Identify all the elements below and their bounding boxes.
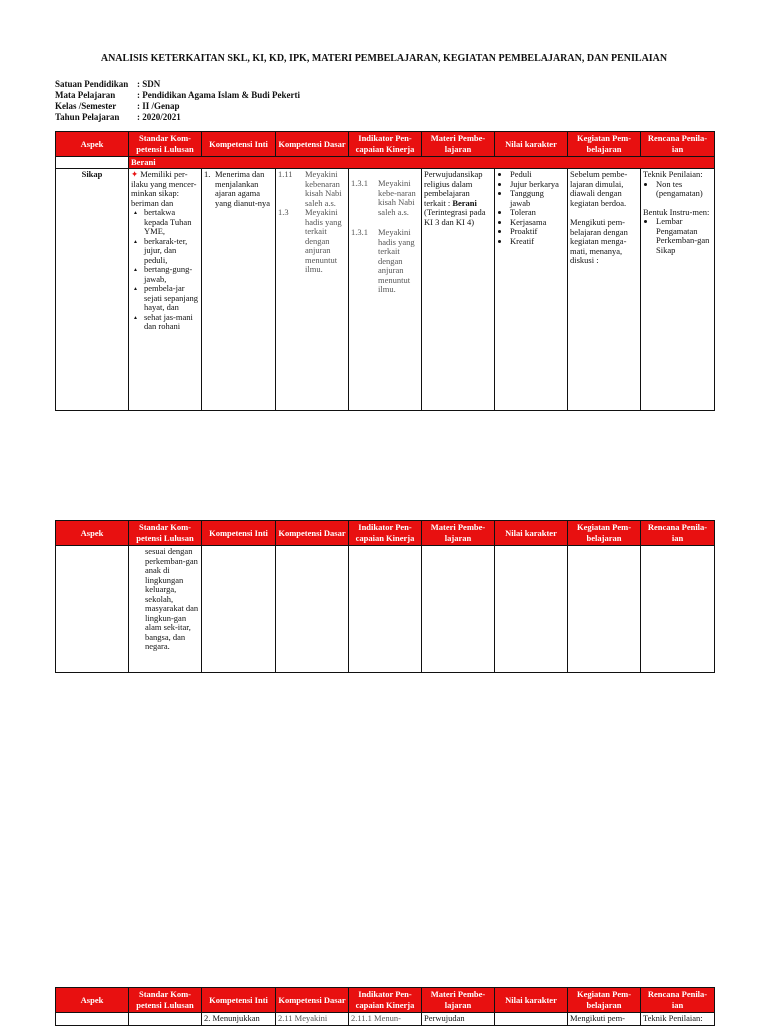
analysis-table-3 <box>55 987 715 1026</box>
section-label: Berani <box>129 157 715 169</box>
cell-ki: 1. Menerima dan menjalankan ajaran agama yang dianut-nya <box>202 169 276 411</box>
cell-aspek: Sikap <box>56 169 129 411</box>
list-item: ▲ sehat jas-mani dan rohani <box>144 313 199 332</box>
kd-item: 1.3 Meyakini hadis yang terkait dengan anjuran menuntut ilmu. <box>278 207 342 274</box>
nilai-list <box>497 170 565 246</box>
list-item: • Lembar Pengamatan Perkemban-gan Sikap <box>656 217 712 255</box>
header-ki: Kompetensi Inti <box>202 132 276 157</box>
cell-skl-continued: sesuai dengan perkemban-gan anak di lingkungan keluarga, sekolah, masyarakat dan lingkun-gan alam sek-itar, bangsa, dan negara. <box>129 546 202 673</box>
header-kd: Kompetensi Dasar <box>276 132 349 157</box>
ipk-item: 1.3.1 Meyakini kebe-naran kisah Nabi saleh a.s. <box>351 178 416 217</box>
cell-materi: Perwujudan <box>422 1013 495 1026</box>
cell-nilai <box>495 169 568 411</box>
header-ipk: Indikator Pen-capaian Kinerja <box>349 132 422 157</box>
list-item: ▲ berkarak-ter, jujur, dan peduli, <box>144 237 199 266</box>
list-item: • Peduli <box>510 170 565 180</box>
list-item: ▲ bertang-gung-jawab, <box>144 265 199 284</box>
list-item: • Non tes (pengamatan) <box>656 180 712 199</box>
kd-item: 1.11 Meyakini kebenaran kisah Nabi saleh a.s. <box>278 169 342 208</box>
info-row-satuan: Satuan Pendidikan : SDN <box>55 79 161 89</box>
info-row-tahun: Tahun Pelajaran : 2020/2021 <box>55 112 181 122</box>
cell-materi: Perwujudansikap religius dalam pembelajaran terkait : Berani (Terintegrasi pada KI 3 dan KI 4) <box>422 169 495 411</box>
cell-ki: 2. Menunjukkan <box>202 1013 276 1026</box>
info-row-mapel: Mata Pelajaran : Pendidikan Agama Islam & Budi Pekerti <box>55 90 301 100</box>
cell-kegiatan: Mengikuti pem- <box>568 1013 641 1026</box>
cell-ipk <box>349 169 422 411</box>
cell-kd: 2.11 Meyakini <box>276 1013 349 1026</box>
cell-ipk: 2.11.1 Menun- <box>349 1013 422 1026</box>
list-item: • Jujur berkarya <box>510 180 565 190</box>
header-kegiatan: Kegiatan Pem-belajaran <box>568 132 641 157</box>
list-item: • Proaktif <box>510 227 565 237</box>
header-skl: Standar Kom-petensi Lulusan <box>129 132 202 157</box>
table-row <box>56 169 715 411</box>
cell-kegiatan: Sebelum pembe-lajaran dimulai, diawali dengan kegiatan berdoa. Mengikuti pem-belajaran dengan kegiatan menga-mati, menanya, diskusi : <box>568 169 641 411</box>
cell-penilaian: Teknik Penilaian: • Non tes (pengamatan) Bentuk Instru-men: • Lembar Pengamatan Perkemban-gan Sikap <box>641 169 715 411</box>
table-header-row: Aspek Standar Kom-petensi Lulusan Kompetensi Inti Kompetensi Dasar Indikator Pen-capaian Kinerja Materi Pembe-lajaran Nilai karakter Kegiatan Pem-belajaran Rencana Penila-ian <box>56 521 715 546</box>
header-nilai: Nilai karakter <box>495 132 568 157</box>
header-penilaian: Rencana Penila-ian <box>641 132 715 157</box>
ipk-item: 1.3.1 Meyakini hadis yang terkait dengan anjuran menuntut ilmu. <box>351 227 415 294</box>
list-item: • Kreatif <box>510 237 565 247</box>
skl-list <box>131 208 199 332</box>
info-row-kelas: Kelas /Semester : II /Genap <box>55 101 180 111</box>
table-row <box>56 1013 715 1026</box>
cell-skl <box>129 169 202 411</box>
table-header-row <box>56 132 715 157</box>
list-item: ▲ bertakwa kepada Tuhan YME, <box>144 208 199 237</box>
document-title: ANALISIS KETERKAITAN SKL, KI, KD, IPK, MATERI PEMBELAJARAN, KEGIATAN PEMBELAJARAN, DAN PENILAIAN <box>100 53 668 64</box>
cell-kd <box>276 169 349 411</box>
identity-block <box>55 79 300 123</box>
header-materi: Materi Pembe-lajaran <box>422 132 495 157</box>
list-item: • Toleran <box>510 208 565 218</box>
list-item: • Tanggung jawab <box>510 189 565 208</box>
section-row <box>56 157 715 169</box>
analysis-table-1 <box>55 131 715 411</box>
skl-intro: ✦ Memiliki per-ilaku yang mencer-minkan sikap: beriman dan <box>131 169 197 208</box>
list-item: ▲ pembela-jar sejati sepanjang hayat, dan <box>144 284 199 313</box>
analysis-table-2 <box>55 520 715 673</box>
table-header-row: Aspek Standar Kom-petensi Lulusan Kompetensi Inti Kompetensi Dasar Indikator Pen-capaian Kinerja Materi Pembe-lajaran Nilai karakter Kegiatan Pem-belajaran Rencana Penila-ian <box>56 988 715 1013</box>
table-row <box>56 546 715 673</box>
cell-penilaian: Teknik Penilaian: <box>641 1013 715 1026</box>
header-aspek: Aspek <box>56 132 129 157</box>
list-item: • Kerjasama <box>510 218 565 228</box>
